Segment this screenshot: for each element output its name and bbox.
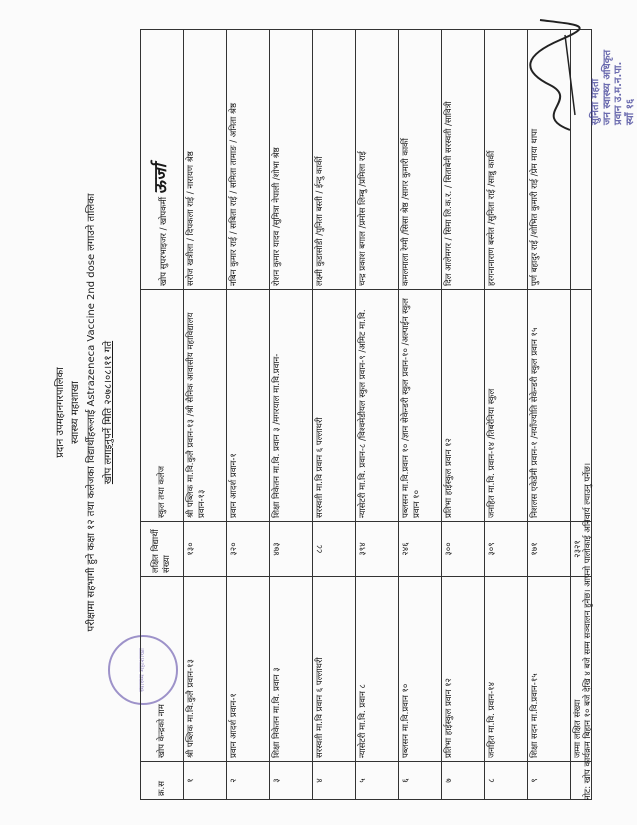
table-row xyxy=(399,30,442,800)
cell-staff: रोशन कुमार यादव /सुमित्रा नेपाली /शोभा श्रेष्ठ xyxy=(270,30,313,290)
stamp-line: स्याँ १६ xyxy=(624,98,636,125)
cell-school: श्री पब्लिक मा.वि.कुलै प्रवान-१३ /श्री सैनिक आवासीय महाविद्यालय प्रवान-१३ xyxy=(184,290,227,522)
cell-sn: १ xyxy=(184,762,227,800)
cell-count: ३०० xyxy=(442,522,485,577)
cell-count: ३९४ xyxy=(356,522,399,577)
vaccination-schedule-table xyxy=(140,29,592,800)
cell-count: २४६ xyxy=(399,522,442,577)
cell-center: प्रवान आदर्श प्रवान-१ xyxy=(227,577,270,762)
cell-sn: ३ xyxy=(270,762,313,800)
stamp-line: सुनिता महता xyxy=(590,78,601,125)
cell-center: जनहित मा.वि. प्रवान-१४ xyxy=(485,577,528,762)
cell-staff: चन्द्र प्रकाश बगाल /प्रमोस लिम्बु /प्रमिला राई xyxy=(356,30,399,290)
cell-sn: ७ xyxy=(442,762,485,800)
table-row xyxy=(313,30,356,800)
cell-staff: दिल आलेमगर / सिमा लि.क.र. / सिताबेनी सरस्वती /सावित्री xyxy=(442,30,485,290)
cell-sn: २ xyxy=(227,762,270,800)
stamp-line: प्रवान उ.म.न.पा. xyxy=(613,61,624,125)
column-header xyxy=(141,30,184,290)
signature-scribble-icon xyxy=(520,15,590,135)
cell-staff: लक्ष्मी कुडासोडी /पुनिता बस्ती / ईन्दु कार्की xyxy=(313,30,356,290)
column-header-label: खोप सुपरभाइजर / खोपकर्मी xyxy=(159,197,170,286)
cell-staff: सरोज खत्रीला / दिपकला राई / नारायण श्रेष्ठ xyxy=(184,30,227,290)
table-header-row xyxy=(141,30,184,800)
total-value: २३२१ xyxy=(571,522,592,577)
officer-stamp xyxy=(590,50,636,125)
total-label: जम्मा लक्षित संख्या xyxy=(571,577,592,762)
schedule-title: परीक्षामा सहभागी हुने कक्षा १२ तथा कलेजका विद्यार्थीहरूलाई Astrazeneca Vaccine 2nd dose लगाउने तालिका xyxy=(86,193,97,632)
handwritten-signature: ऊर्जा xyxy=(151,163,172,195)
table-row xyxy=(356,30,399,800)
seal-label: स्वास्थ्य महाशाखा xyxy=(138,648,146,692)
cell-count: ४७३ xyxy=(270,522,313,577)
cell-school: शिक्षा निकेतन मा.वि. प्रवान ३ /मगरयाल मा.वि.प्रवान- xyxy=(270,290,313,522)
cell-school: न्यासेटरी मा.वि. प्रवान-८ /विश्वमेडीयल स्कुल प्रवान-९ /अमिट मा.वि. xyxy=(356,290,399,522)
cell-count: ३०९ xyxy=(485,522,528,577)
cell-sn: ९ xyxy=(528,762,571,800)
cell-sn: ५ xyxy=(356,762,399,800)
table-row xyxy=(442,30,485,800)
cell-staff: हरगनानाराण बस्नेत /सुनिता राई /सान्नु कार्की xyxy=(485,30,528,290)
column-header: स्कुल तथा कलेज xyxy=(141,290,184,522)
column-header: लक्षित विद्यार्थी संख्या xyxy=(141,522,184,577)
cell-center: शिक्षा निकेतन मा.वि. प्रवान ३ xyxy=(270,577,313,762)
cell-school: प्रवान आदर्श प्रवान-१ xyxy=(227,290,270,522)
cell-staff: कमलमाला रेग्मी /सिसा श्रेष्ठ /सागर कुमारी कार्की xyxy=(399,30,442,290)
cell-count: १३० xyxy=(184,522,227,577)
cell-staff: पुर्ण बहादुर राई /शोभित कुमारी राई /प्रेम माया थापा xyxy=(528,30,571,290)
branch-name: स्वास्थ्य महाशाखा xyxy=(70,381,81,444)
cell-center: श्री पब्लिक मा.वि.कुलै प्रवान-१३ xyxy=(184,577,227,762)
cell-count: १७१ xyxy=(528,522,571,577)
cell-school: प्रतिभा हाईस्कुल प्रवान १२ xyxy=(442,290,485,522)
cell-school: जनहित मा.वि. प्रवान-१४ /तिबरेनिया स्कुल xyxy=(485,290,528,522)
cell-school: निशलस एकेडेमी प्रवान-१ /नयाँज्योति सेकेन्डरी स्कुल प्रवान १५ xyxy=(528,290,571,522)
footer-note: नोट: खोप कार्यक्रम बिहान १० बजे देखि ४ बजे सम्म सञ्चालन हुनेछ। आफ्नो पालोकाई अनिवार्य ल्याउनु पर्नेछ। xyxy=(583,462,593,800)
table-row xyxy=(485,30,528,800)
vaccination-date: खोप लगाइनुपर्ने मिति २०७८।०८।११ गते xyxy=(103,340,114,485)
cell-center: न्यासेटरी मा.वि. प्रवान ८ xyxy=(356,577,399,762)
stamp-line: जन स्वास्थ्य अधिकृत xyxy=(601,49,613,125)
table-row xyxy=(528,30,571,800)
column-header: खोप केन्द्रको नाम xyxy=(141,577,184,762)
cell-sn: ६ xyxy=(399,762,442,800)
cell-sn: ८ xyxy=(485,762,528,800)
cell-school: सरस्वती मा.वि प्रवान ६ पल्लाथरी xyxy=(313,290,356,522)
cell-count: ३२० xyxy=(227,522,270,577)
table-row xyxy=(227,30,270,800)
cell-center: प्रतिभा हाईस्कुल प्रवान १२ xyxy=(442,577,485,762)
cell-school: पब्लसन मा.वि.प्रवान १० /ज्ञान सेकेन्डरी स्कुल प्रवान-१० /अल्पाईन स्कुल प्रवान १० xyxy=(399,290,442,522)
cell-staff: नबिन कुमार राई / सबिता राई / समिता तामाङ / अनिता श्रेष्ठ xyxy=(227,30,270,290)
table-row xyxy=(184,30,227,800)
cell-center: शिक्षा सदन मा.वि.प्रवान-१५ xyxy=(528,577,571,762)
cell-center: पब्लसन मा.वि.प्रवान १० xyxy=(399,577,442,762)
cell-center: सरस्वती मा.वि प्रवान ६ पल्लाथरी xyxy=(313,577,356,762)
cell-count: ८८ xyxy=(313,522,356,577)
office-name: प्रदान उपमहानगरपालिका xyxy=(55,367,66,458)
column-header: क्र.स xyxy=(141,762,184,800)
cell-sn: ४ xyxy=(313,762,356,800)
table-row xyxy=(270,30,313,800)
